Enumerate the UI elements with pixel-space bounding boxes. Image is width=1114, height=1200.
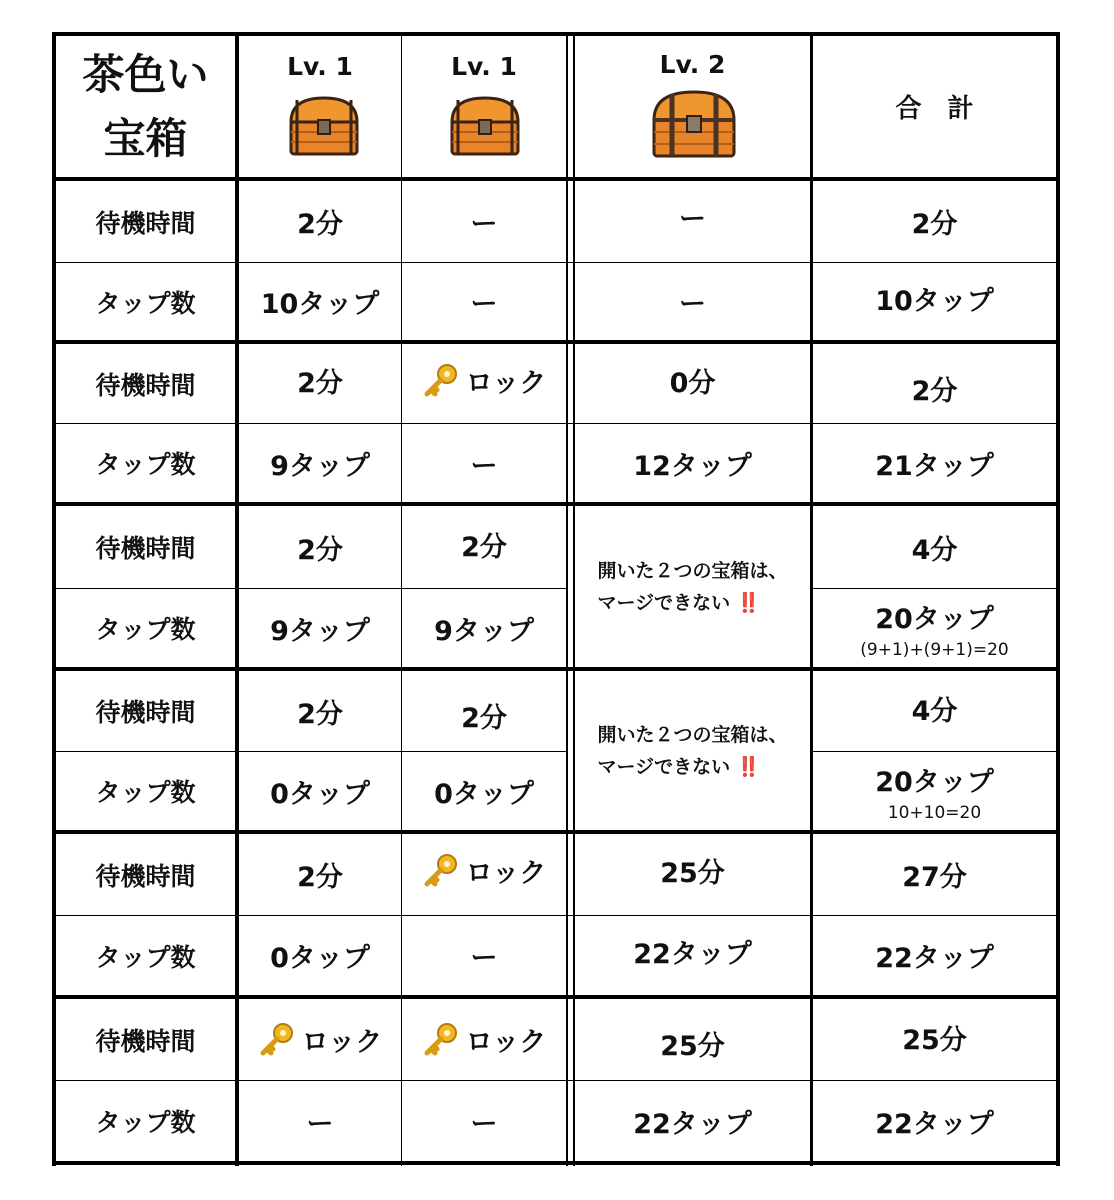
table-cell-locked — [402, 341, 566, 420]
table-cell: 2分 — [297, 534, 343, 566]
table-cell: 9タップ — [434, 615, 534, 647]
table-cell: 0タップ — [270, 943, 370, 974]
brown-treasure-chest-icon — [285, 92, 363, 160]
table-cell: 2分 — [297, 698, 343, 730]
table-cell: 25分 — [660, 858, 725, 889]
row-label-taps: タップ数 — [95, 1108, 196, 1137]
table-cell: 22タップ — [633, 1108, 752, 1140]
table-cell: ー — [306, 1108, 334, 1140]
table-cell: 2分 — [461, 531, 507, 563]
table-cell: 2分 — [461, 702, 507, 734]
col1-level: Lv. 1 — [287, 52, 353, 81]
table-cell-locked — [402, 999, 566, 1080]
table-cell: ー — [470, 289, 498, 320]
merge-note-line2: マージできない — [597, 755, 731, 778]
row-label-taps: タップ数 — [95, 450, 196, 479]
table-cell: 2分 — [911, 376, 958, 407]
table-cell: 9タップ — [270, 450, 370, 482]
table-cell: 22タップ — [633, 939, 752, 970]
gold-key-icon — [422, 362, 460, 400]
row-label-taps: タップ数 — [95, 942, 196, 972]
table-cell: 0分 — [669, 368, 716, 399]
table-cell: 12タップ — [633, 450, 752, 482]
col2-level: Lv. 1 — [451, 52, 517, 81]
table-cell: 4分 — [911, 534, 958, 566]
table-cell-locked — [402, 830, 566, 911]
lock-label: ロック — [301, 1027, 383, 1058]
row-label-wait: 待機時間 — [95, 861, 196, 891]
table-cell-total — [813, 589, 1056, 667]
merge-note-line1: 開いた２つの宝箱は、 — [597, 723, 788, 746]
col4-total-label: 合 計 — [895, 94, 974, 124]
merge-note-line2: マージできない — [597, 591, 731, 614]
merge-note — [575, 671, 810, 830]
total-formula: (9+1)+(9+1)=20 — [860, 639, 1009, 660]
row-label-wait: 待機時間 — [95, 370, 196, 400]
row-label-taps: タップ数 — [95, 615, 196, 644]
table-cell: ー — [470, 450, 498, 482]
table-title — [56, 36, 235, 177]
merge-note — [575, 506, 810, 667]
table-cell: 2分 — [297, 862, 343, 893]
row-label-wait: 待機時間 — [95, 698, 196, 727]
total-value: 20タップ — [875, 766, 994, 798]
table-cell: ー — [679, 289, 706, 320]
merge-note-line1: 開いた２つの宝箱は、 — [597, 559, 788, 582]
table-cell: 22タップ — [875, 943, 994, 974]
table-cell: 25分 — [660, 1031, 725, 1062]
double-exclamation-icon: ‼️ — [736, 591, 761, 614]
total-formula: 10+10=20 — [887, 802, 982, 823]
table-cell: 2分 — [297, 368, 343, 399]
table-cell: 0タップ — [270, 778, 370, 810]
col3-level: Lv. 2 — [659, 50, 726, 79]
table-cell: 0タップ — [434, 778, 534, 810]
table-title-line2: 宝箱 — [103, 113, 188, 163]
table-cell: ー — [470, 1108, 498, 1140]
table-cell: 9タップ — [270, 615, 370, 647]
row-label-wait: 待機時間 — [95, 1026, 196, 1056]
lock-label: ロック — [465, 858, 547, 889]
table-cell: ー — [679, 204, 706, 235]
table-cell: ー — [470, 943, 498, 974]
border-bottom — [52, 1161, 1060, 1165]
large-treasure-chest-icon — [648, 86, 740, 162]
table-cell: ー — [470, 209, 498, 240]
table-cell: 10タップ — [875, 286, 994, 317]
table-cell: 4分 — [911, 695, 958, 727]
table-cell: 22タップ — [875, 1108, 994, 1140]
brown-treasure-chest-icon — [446, 92, 524, 160]
table-cell-total — [813, 752, 1056, 830]
gold-key-icon — [422, 852, 460, 890]
lock-label: ロック — [465, 1027, 547, 1058]
table-cell: 27分 — [902, 862, 967, 893]
row-label-taps: タップ数 — [95, 288, 196, 318]
table-cell: 2分 — [297, 209, 343, 240]
total-value: 20タップ — [875, 603, 994, 635]
lock-label: ロック — [465, 368, 547, 399]
table-cell: 25分 — [902, 1025, 967, 1056]
row-label-wait: 待機時間 — [95, 208, 196, 238]
table-cell: 10タップ — [260, 289, 380, 320]
gold-key-icon — [258, 1021, 296, 1059]
row-label-wait: 待機時間 — [95, 534, 196, 563]
table-cell: 2分 — [911, 209, 958, 240]
table-cell: 21タップ — [875, 450, 994, 482]
table-title-line1: 茶色い — [82, 49, 209, 99]
table-cell-locked — [239, 999, 401, 1080]
double-exclamation-icon: ‼️ — [736, 755, 761, 778]
row-label-taps: タップ数 — [95, 778, 196, 807]
gold-key-icon — [422, 1021, 460, 1059]
